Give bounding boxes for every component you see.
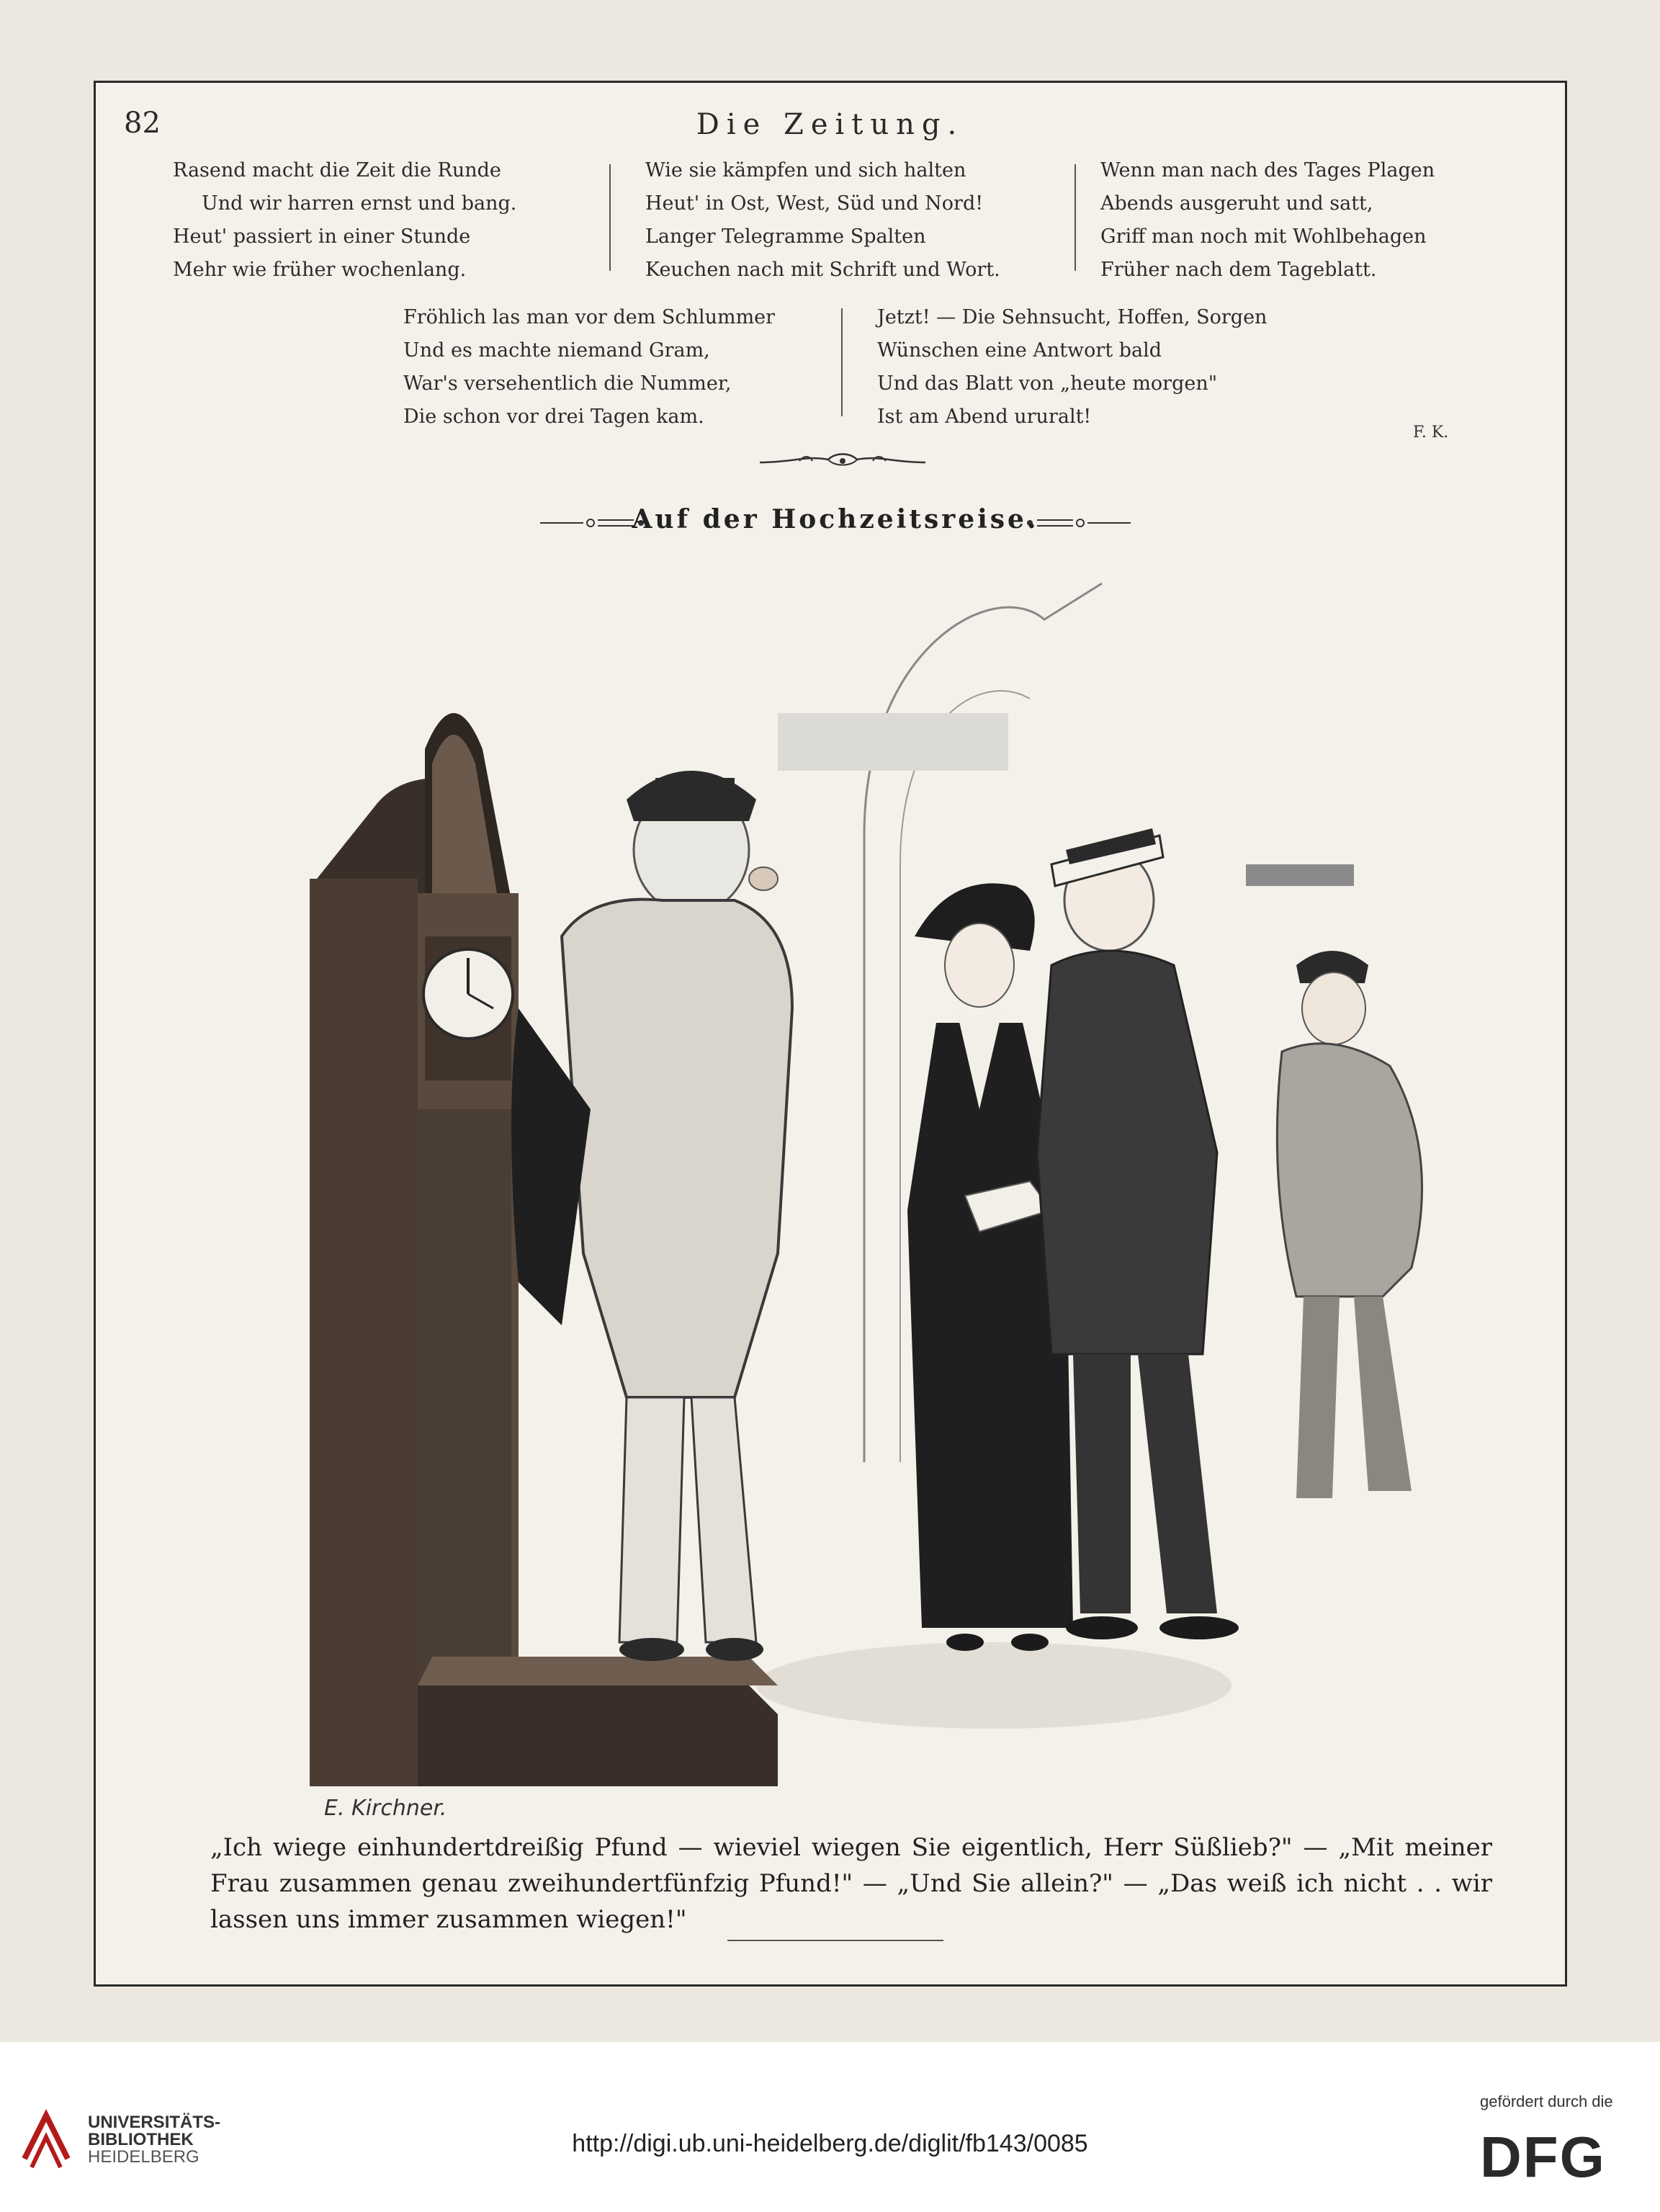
poem-line: Und wir harren ernst und bang. — [202, 192, 517, 215]
poem-line: Griff man noch mit Wohlbehagen — [1100, 225, 1427, 248]
poem-line: Heut' in Ost, West, Süd und Nord! — [645, 192, 984, 215]
page-title: Die Zeitung. — [696, 108, 964, 141]
poem-author: F. K. — [1413, 424, 1449, 442]
poem-line: Langer Telegramme Spalten — [645, 225, 926, 248]
library-name-line: UNIVERSITÄTS- — [88, 2113, 221, 2132]
poem-line: Abends ausgeruht und satt, — [1100, 192, 1373, 215]
column-divider — [1074, 164, 1076, 271]
dfg-logo: DFG — [1480, 2125, 1606, 2189]
column-divider — [841, 308, 843, 416]
poem-line: Heut' passiert in einer Stunde — [173, 225, 471, 248]
poem-line: Mehr wie früher wochenlang. — [173, 259, 467, 281]
poem-line: Rasend macht die Zeit die Runde — [173, 159, 501, 182]
digitization-footer — [0, 2042, 1660, 2212]
poem-stanza-3 — [1100, 154, 1435, 287]
poem-stanza-2 — [645, 154, 1000, 287]
floor-shadow — [756, 1642, 1231, 1729]
poem-stanza-5 — [877, 301, 1267, 434]
caption-divider — [727, 1940, 943, 1941]
poem-line: Ist am Abend ururalt! — [877, 406, 1092, 428]
man-on-scale-figure — [511, 771, 792, 1661]
cartoon-illustration — [288, 562, 1484, 1830]
section-heading — [533, 504, 1138, 540]
wall-shadow — [778, 713, 1008, 771]
section-title: Auf der Hochzeitsreise. — [632, 504, 1039, 534]
poem-line: Und das Blatt von „heute morgen" — [877, 372, 1218, 395]
poem-line: Wenn man nach des Tages Plagen — [1100, 159, 1435, 182]
poem-stanza-1 — [173, 154, 516, 287]
poem-line: Jetzt! — Die Sehnsucht, Hoffen, Sorgen — [877, 306, 1268, 328]
poem-line: Wünschen eine Antwort bald — [877, 339, 1162, 362]
poem-line: Und es machte niemand Gram, — [403, 339, 710, 362]
wall-sign — [1246, 864, 1354, 886]
funding-note: gefördert durch die — [1480, 2092, 1613, 2110]
column-divider — [609, 164, 611, 271]
poem-line: Wie sie kämpfen und sich halten — [645, 159, 966, 182]
artist-signature: E. Kirchner. — [324, 1796, 447, 1821]
page-number: 82 — [124, 107, 161, 140]
poem-line: Die schon vor drei Tagen kam. — [403, 406, 704, 428]
ornament-divider — [756, 447, 929, 475]
library-name-line: HEIDELBERG — [88, 2147, 199, 2167]
poem-line: Fröhlich las man vor dem Schlummer — [403, 306, 776, 328]
poem-line: War's versehentlich die Nummer, — [403, 372, 732, 395]
poem-line: Keuchen nach mit Schrift und Wort. — [645, 259, 1000, 281]
source-url-link[interactable]: http://digi.ub.uni-heidelberg.de/diglit/fb143/0085 — [572, 2130, 1088, 2157]
cartoon-caption: „Ich wiege einhundertdreißig Pfund — wieviel wiegen Sie eigentlich, Herr Süßlieb?" — „Mit meiner Frau zusammen genau zweihundertfünfzig Pfund!" — „Und Sie allein?" — „Das weiß ich nicht . . wir lassen uns immer zusammen wiegen!" — [210, 1833, 1492, 1934]
porter-figure — [1277, 951, 1422, 1498]
poem-stanza-4 — [403, 301, 775, 434]
library-name-line: BIBLIOTHEK — [88, 2130, 194, 2149]
poem-line: Früher nach dem Tageblatt. — [1100, 259, 1377, 281]
